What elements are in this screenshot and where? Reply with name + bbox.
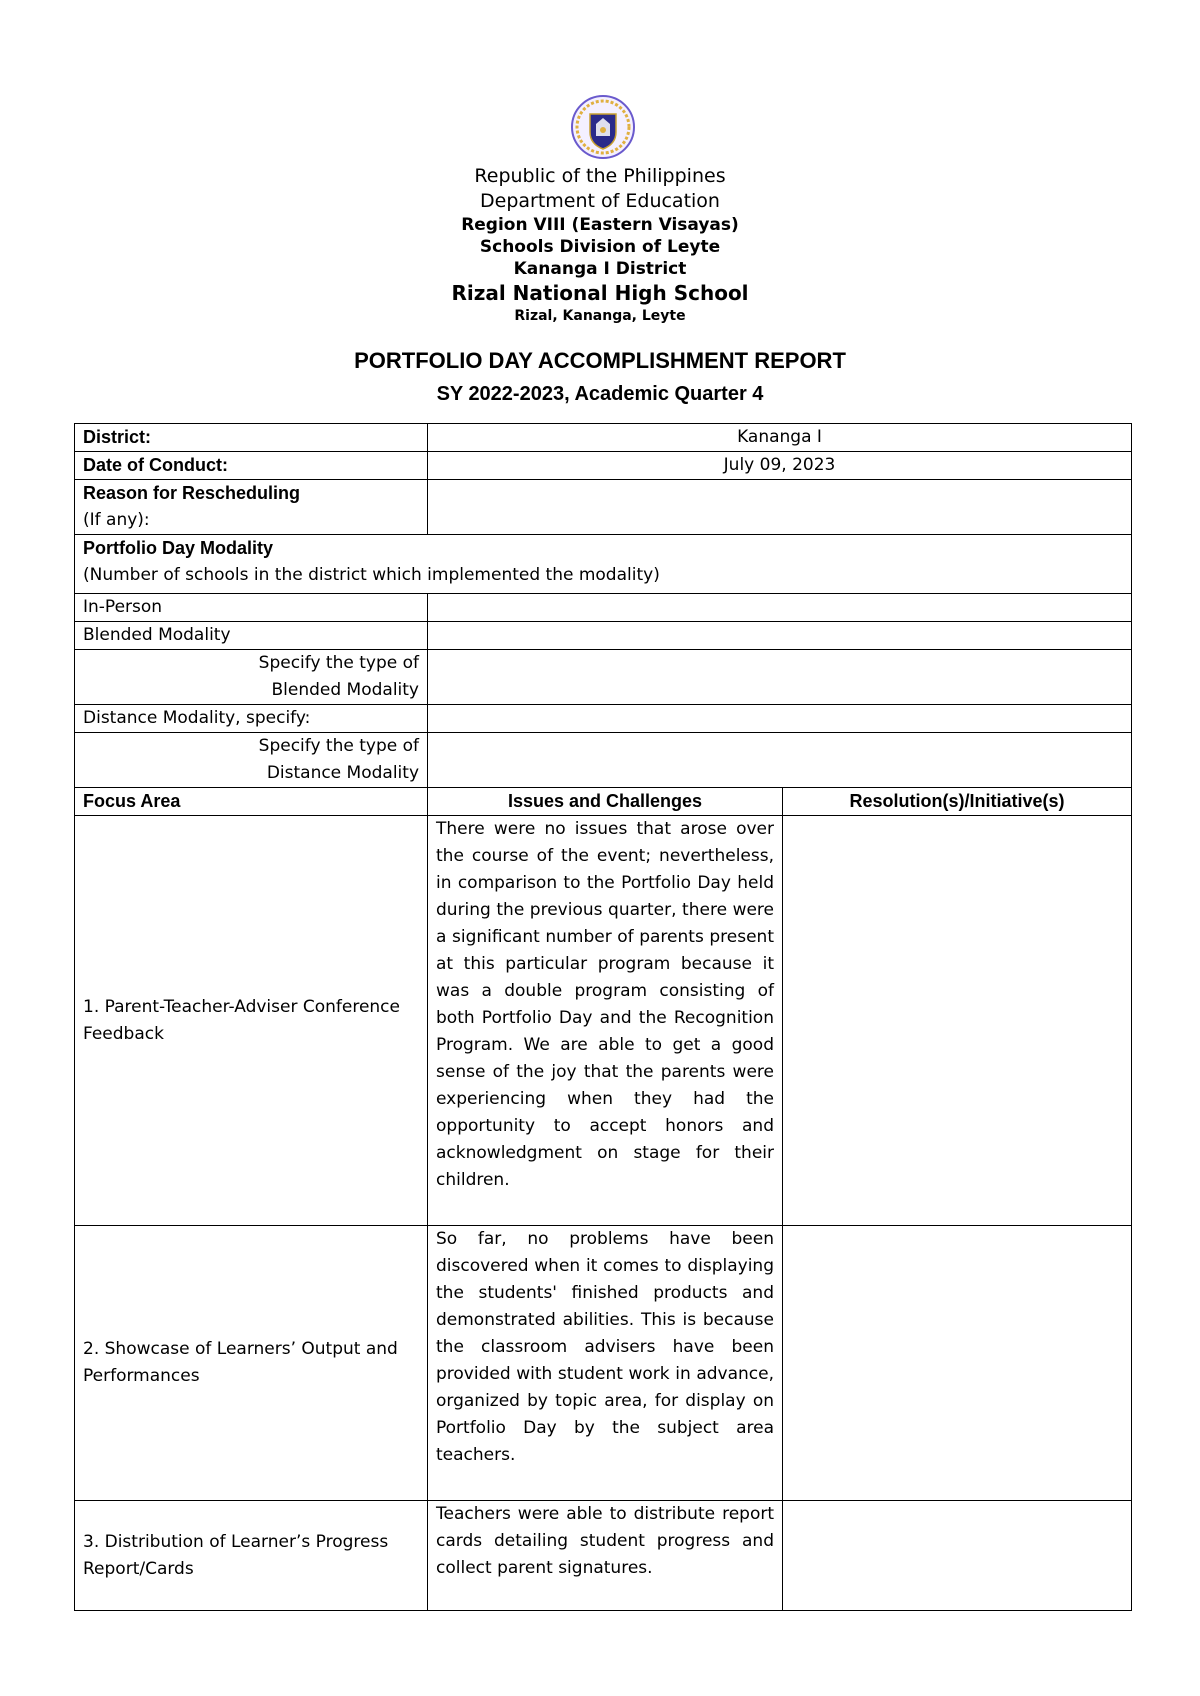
focus-area-cell: 3. Distribution of Learner’s Progress Report/Cards bbox=[75, 1501, 428, 1611]
header-address: Rizal, Kananga, Leyte bbox=[514, 308, 686, 324]
row-distance-type bbox=[75, 733, 1132, 788]
row-distance bbox=[75, 705, 1132, 733]
in-person-value bbox=[428, 594, 1132, 622]
header-republic: Republic of the Philippines bbox=[474, 165, 726, 187]
header-department: Department of Education bbox=[480, 190, 720, 212]
distance-type-line2: Distance Modality bbox=[266, 763, 419, 783]
focus-area-cell: 2. Showcase of Learners’ Output and Performances bbox=[75, 1226, 428, 1501]
distance-value bbox=[428, 705, 1132, 733]
report-titles bbox=[0, 344, 1200, 410]
distance-type-value bbox=[428, 733, 1132, 788]
row-district bbox=[75, 424, 1132, 452]
col-header-issues: Issues and Challenges bbox=[428, 788, 783, 816]
col-header-focus: Focus Area bbox=[75, 788, 428, 816]
deped-seal-logo bbox=[570, 94, 636, 160]
table-row bbox=[75, 1501, 1132, 1611]
focus-area-cell: 1. Parent-Teacher-Adviser Conference Feedback bbox=[75, 816, 428, 1226]
row-date bbox=[75, 452, 1132, 480]
blended-value bbox=[428, 622, 1132, 650]
table-row bbox=[75, 1226, 1132, 1501]
modality-label: Portfolio Day Modality bbox=[83, 538, 274, 558]
resolution-cell bbox=[783, 1226, 1132, 1501]
date-value: July 09, 2023 bbox=[428, 452, 1132, 480]
in-person-label: In-Person bbox=[75, 594, 428, 622]
row-reason bbox=[75, 480, 1132, 535]
issues-cell: There were no issues that arose over the course of the event; nevertheless, in comparison to the Portfolio Day held during the previous quarter, there were a significant number of parents present at this particular program because it was a double program consisting of both Portfolio Day and the Recognition Program. We are able to get a good sense of the joy that the parents were experiencing when they had the opportunity to accept honors and acknowledgment on stage for their children. bbox=[428, 816, 783, 1226]
modality-cell bbox=[75, 535, 1132, 594]
row-blended bbox=[75, 622, 1132, 650]
col-header-resolution: Resolution(s)/Initiative(s) bbox=[783, 788, 1132, 816]
reason-value bbox=[428, 480, 1132, 535]
district-value: Kananga I bbox=[428, 424, 1132, 452]
resolution-cell bbox=[783, 1501, 1132, 1611]
blended-type-line2: Blended Modality bbox=[271, 680, 419, 700]
row-modality bbox=[75, 535, 1132, 594]
modality-note: (Number of schools in the district which implemented the modality) bbox=[83, 565, 660, 585]
row-in-person bbox=[75, 594, 1132, 622]
resolution-cell bbox=[783, 816, 1132, 1226]
issues-cell: Teachers were able to distribute report cards detailing student progress and collect parent signatures. bbox=[428, 1501, 783, 1611]
reason-cell bbox=[75, 480, 428, 535]
header-region: Region VIII (Eastern Visayas) bbox=[461, 215, 739, 235]
row-blended-type bbox=[75, 650, 1132, 705]
distance-label: Distance Modality, specify: bbox=[75, 705, 428, 733]
distance-type-line1: Specify the type of bbox=[258, 736, 419, 756]
reason-label: Reason for Rescheduling bbox=[83, 483, 301, 503]
distance-type-label bbox=[75, 733, 428, 788]
blended-label: Blended Modality bbox=[75, 622, 428, 650]
header-school: Rizal National High School bbox=[451, 281, 749, 305]
blended-type-line1: Specify the type of bbox=[258, 653, 419, 673]
document-header bbox=[0, 164, 1200, 326]
row-column-headers bbox=[75, 788, 1132, 816]
district-label: District: bbox=[75, 424, 428, 452]
reason-note: (If any): bbox=[83, 510, 150, 530]
table-row bbox=[75, 816, 1132, 1226]
issues-cell: So far, no problems have been discovered when it comes to displaying the students' finished products and demonstrated abilities. This is because the classroom advisers have been provided with student work in advance, organized by topic area, for display on Portfolio Day by the subject area teachers. bbox=[428, 1226, 783, 1501]
blended-type-value bbox=[428, 650, 1132, 705]
date-label: Date of Conduct: bbox=[75, 452, 428, 480]
header-district: Kananga I District bbox=[513, 259, 687, 279]
header-division: Schools Division of Leyte bbox=[479, 237, 721, 257]
report-title: PORTFOLIO DAY ACCOMPLISHMENT REPORT bbox=[354, 348, 846, 373]
report-subtitle: SY 2022-2023, Academic Quarter 4 bbox=[436, 383, 764, 405]
report-table bbox=[74, 423, 1132, 1611]
blended-type-label bbox=[75, 650, 428, 705]
